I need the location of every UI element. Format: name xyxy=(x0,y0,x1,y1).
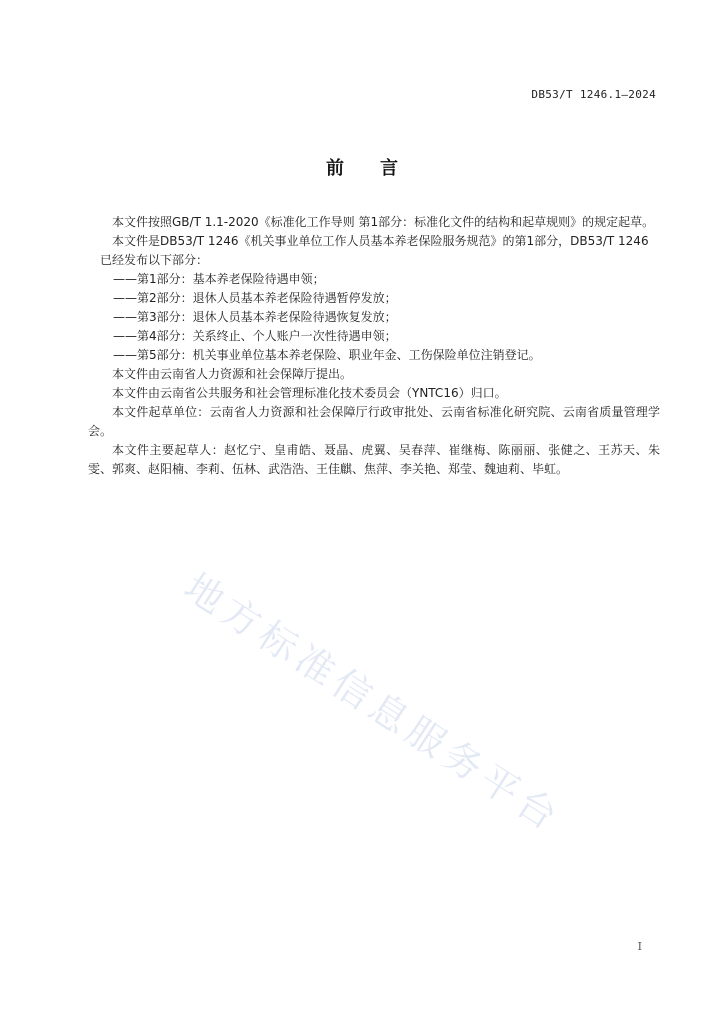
paragraph-drafting-rules: 本文件按照GB/T 1.1-2020《标准化工作导则 第1部分：标准化文件的结构和起草规则》的规定起草。 xyxy=(112,215,655,229)
page-title: 前言 xyxy=(326,158,434,179)
paragraph-administered-by: 本文件由云南省公共服务和社会管理标准化技术委员会（YNTC16）归口。 xyxy=(112,386,507,400)
list-item-part-2: ——第2部分：退休人员基本养老保险待遇暂停发放； xyxy=(113,291,397,305)
paragraph-proposed-by: 本文件由云南省人力资源和社会保障厅提出。 xyxy=(112,367,353,381)
list-item-part-1: ——第1部分：基本养老保险待遇申领； xyxy=(113,272,325,286)
list-item-part-5: ——第5部分：机关事业单位基本养老保险、职业年金、工伤保险单位注销登记。 xyxy=(113,348,541,362)
paragraph-drafting-units: 本文件起草单位：云南省人力资源和社会保障厅行政审批处、云南省标准化研究院、云南省质量管理学会。 xyxy=(88,405,660,438)
page-number: I xyxy=(637,940,642,953)
paragraph-drafters: 本文件主要起草人：赵忆宁、皇甫皓、聂晶、虎翼、吴春萍、崔继梅、陈丽丽、张健之、王苏天、朱雯、郭爽、赵阳楠、李莉、伍林、武浩浩、王佳麒、焦萍、李关艳、郑莹、魏迪莉、毕虹。 xyxy=(88,443,660,476)
list-item-part-3: ——第3部分：退休人员基本养老保险待遇恢复发放； xyxy=(113,310,397,324)
watermark: 地方标准信息服务平台 xyxy=(176,564,570,842)
paragraph-series-intro-cont: 已经发布以下部分： xyxy=(100,253,209,267)
paragraph-series-intro: 本文件是DB53/T 1246《机关事业单位工作人员基本养老保险服务规范》的第1部分，DB53/T 1246 xyxy=(112,234,649,248)
document-code: DB53/T 1246.1—2024 xyxy=(531,88,656,101)
foreword-body xyxy=(88,213,660,479)
list-item-part-4: ——第4部分：关系终止、个人账户一次性待遇申领； xyxy=(113,329,397,343)
